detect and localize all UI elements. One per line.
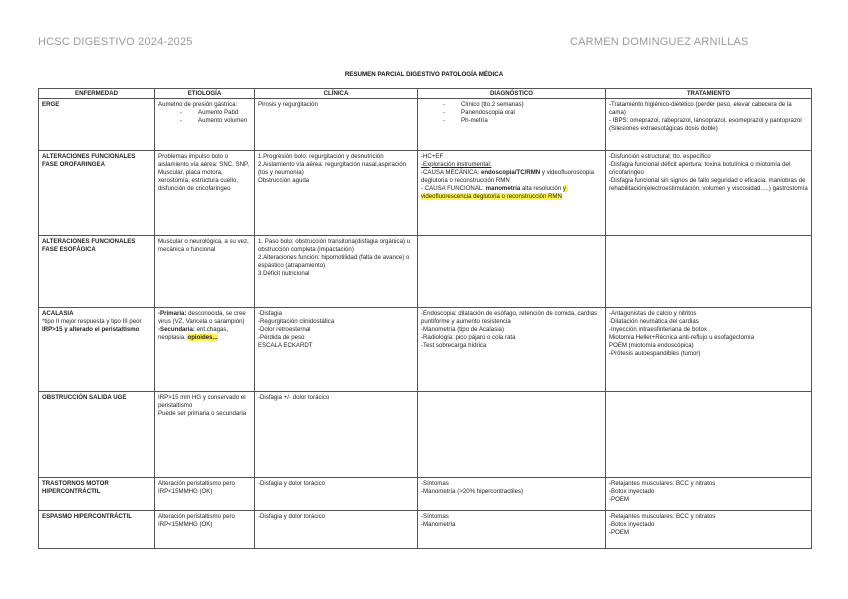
cell-text: Alteración peristaltismo pero IRP<15MMHG (OK) [158,512,237,528]
clinic-cell [255,511,418,549]
cell-text-bold: -Secundaria: [158,325,195,333]
cell-text: -Disfagia +/- dolor torácico [258,393,330,401]
page-header-course: HCSC DIGESTIVO 2024-2025 [38,36,193,48]
cell-text [421,185,602,201]
cell-text: -Antagonistas de calcio y nitritos [609,309,697,317]
cell-text: -Dilatación neumática del cardias [609,317,699,325]
diagnosis-cell [418,151,606,236]
cell-text: Problemas impulso bolo o aislamiento vía aérea: SNC, SNP, Muscular, placa motora, xerostomía, estructura cuello, disfunción de cricofaringeo [158,152,251,192]
cell-text: - Ph-metría [421,117,602,125]
cell-text: -Regurgitación clinidostática [258,317,335,325]
treatment-cell [606,308,812,392]
cell-text [421,169,602,185]
disease-cell: TRASTORNOS MOTOR HIPERCONTRÁCTIL [39,478,155,511]
cell-text: y videofluoroscopia deglutoria o reconstrucción RMN [421,168,596,184]
highlighted-text: opioides... [187,333,218,341]
cell-text: -Disfagia y dolor torácico [258,512,326,520]
cell-text: - Aumento Pabd [158,109,251,117]
etiology-cell [155,392,255,478]
cell-text: -Dolor retroesternal [258,325,311,333]
cell-text: -Manometría (>20% hipercontractiles) [421,487,524,495]
disease-cell: ESPASMO HIPERCONTRÁCTIL [39,511,155,549]
etiology-cell [155,478,255,511]
cell-text: 1. Paso bolo: obstrucción transitoria(disfagia orgánica) u obstrucción completa (impactación) [258,237,412,253]
diagnosis-cell [418,99,606,151]
treatment-cell [606,151,812,236]
cell-text: Pirosis y regurgitación [258,100,318,108]
disease-cell [39,308,155,392]
table-row [39,308,812,392]
etiology-cell [155,308,255,392]
column-header: ENFERMEDAD [39,89,155,99]
cell-text: -POEM [609,495,629,503]
clinic-cell [255,236,418,308]
column-header: CLÍNICA [255,89,418,99]
table-row [39,99,812,151]
cell-text: -Disfunción estructural: tto. específico [609,152,711,160]
treatment-cell [606,392,812,478]
cell-text: -Síntomas [421,479,449,487]
document-title: RESUMEN PARCIAL DIGESTIVO PATOLOGÍA MÉDICA [344,71,504,78]
cell-text: Obstrucción aguda [258,176,310,184]
cell-text: POEM (miotomía endoscópica) [609,341,694,349]
cell-text: -Disfagia [258,309,283,317]
cell-text: -Prótesis autoespandibles (tumor) [609,349,701,357]
cell-text: -HC+EF [421,152,444,160]
cell-text: - Aumento volumen [158,117,251,125]
etiology-cell [155,511,255,549]
etiology-cell [155,236,255,308]
etiology-cell [155,151,255,236]
diagnosis-cell [418,308,606,392]
cell-text: -Inyección intraesfinteriana de botox [609,325,707,333]
cell-text-bold: manometría [485,184,521,192]
etiology-cell [155,99,255,151]
cell-text: Miotomía Heller+Récnica anti-reflujo u esofagectomía [609,333,755,341]
cell-text: ent.chagas, neoplasia, [158,325,230,341]
cell-text: -Síntomas [421,512,449,520]
cell-text: -Endoscopia: dilatación de esófago, retención de comida, cardias puntiforme y aumento resistencia [421,309,599,325]
cell-text: -Manometría (tipo de Acalasia) [421,325,504,333]
diagnosis-cell [418,236,606,308]
cell-text: - CAUSA FUNCIONAL: [421,184,486,192]
treatment-cell [606,511,812,549]
page-header-author: CARMEN DOMINGUEZ ARNILLAS [570,36,749,48]
column-header: ETIOLOGÍA [155,89,255,99]
cell-text: -Relajantes musculares: BCC y nitratos [609,479,716,487]
disease-cell: OBSTRUCCIÓN SALIDA UGE [39,392,155,478]
table-row [39,151,812,236]
cell-text: Muscular o neurológica, a su vez, mecánica o funcional [158,237,251,253]
table-row [39,478,812,511]
treatment-cell [606,236,812,308]
cell-text: -Disfagia funcional déficit apertura: toxina botulínica o miotomía del cricofaringeo [609,160,792,176]
cell-text: -Tratamiento higiénico-dietético (perder peso, elevar cabecera de la cama) [609,100,794,116]
cell-text: ESCALA ECKARDT [258,341,313,349]
cell-text: -Botox inyectado [609,487,655,495]
clinic-cell [255,151,418,236]
cell-text [158,310,251,326]
table-row [39,392,812,478]
cell-text: -Pérdida de peso [258,333,305,341]
cell-text: 2.Aislamiento vía aérea: regurgitación nasal,aspiración (tos y neumonía) [258,160,408,176]
diagnosis-cell [418,478,606,511]
treatment-cell [606,99,812,151]
table-header-row [39,89,812,99]
cell-text-bold: ACALASIA [42,309,74,317]
diagnosis-cell [418,511,606,549]
cell-text-bold: -Primaria: [158,309,187,317]
clinic-cell [255,392,418,478]
cell-text: -Relajantes musculares: BCC y nitratos [609,512,716,520]
cell-text [158,326,251,342]
diagnosis-cell [418,392,606,478]
cell-text: *tipo II mejor respuesta y tipo III peor [42,317,142,325]
cell-text: Aumetno de presión gástrica: [158,100,238,108]
cell-text-bold: endoscopia/TC/RMN [480,168,541,176]
cell-text: -Exploración instrumental: [421,160,492,168]
cell-text: -Disfagia funcional sin signos de fallo seguridad o eficacia: maniobras de rehabilitación(electroestimulación, volumen y viscosidad.....) gastrostomía [609,176,808,192]
cell-text-bold: IRP>15 y alterado el peristaltismo [42,325,140,333]
cell-text: desconocida, se cree virus (VZ, Varicela o sarampión) [158,309,248,325]
clinic-cell [255,99,418,151]
disease-cell: ERGE [39,99,155,151]
cell-text: 2.Alteraciones función: hipomotilidad (falta de avance) o espástico (atrapamiento) [258,253,412,269]
disease-cell: ALTERACIONES FUNCIONALES FASE OROFARINGEA [39,151,155,236]
cell-text: alta resolución [520,184,563,192]
table-row [39,511,812,549]
cell-text: -POEM [609,528,629,536]
cell-text: -Test sobrecarga hídrica [421,341,487,349]
cell-text: 3.Déficit nutricional [258,269,310,277]
cell-text: -Manometría [421,520,456,528]
cell-text: - IBPS: omeprazol, rabeprazol, lansoprazol, esomeprazol y pantoprazol [609,116,802,124]
table-row [39,236,812,308]
column-header: TRATAMIENTO [606,89,812,99]
cell-text: -CAUSA MECÁNICA: [421,168,481,176]
summary-table [38,88,812,549]
cell-text: Puede ser primaria o secundaria [158,409,247,417]
disease-cell: ALTERACIONES FUNCIONALES FASE ESOFÁGICA [39,236,155,308]
cell-text: 1.Progresión bolo: regurgitación y desnutrición [258,152,384,160]
cell-text: -Disfagia y dolor torácico [258,479,326,487]
clinic-cell [255,478,418,511]
cell-text: IRP>15 mm HG y conservado el peristaltismo [158,393,248,409]
cell-text: (Silesiones extraesotágicas dosis doble) [609,124,718,132]
treatment-cell [606,478,812,511]
cell-text: - Clínico (tto.2 semanas) [421,101,602,109]
cell-text: - Panendoscopia oral [421,109,602,117]
cell-text: -Botox inyectado [609,520,655,528]
highlighted-text: y videofluorescencia deglutoria o reconstrucción RMN [421,184,568,200]
cell-text: -Radiología: pico pájaro o cola rata [421,333,516,341]
cell-text: Alteración peristaltismo pero IRP<15MMHG (OK) [158,479,237,495]
column-header: DIAGNÓSTICO [418,89,606,99]
clinic-cell [255,308,418,392]
